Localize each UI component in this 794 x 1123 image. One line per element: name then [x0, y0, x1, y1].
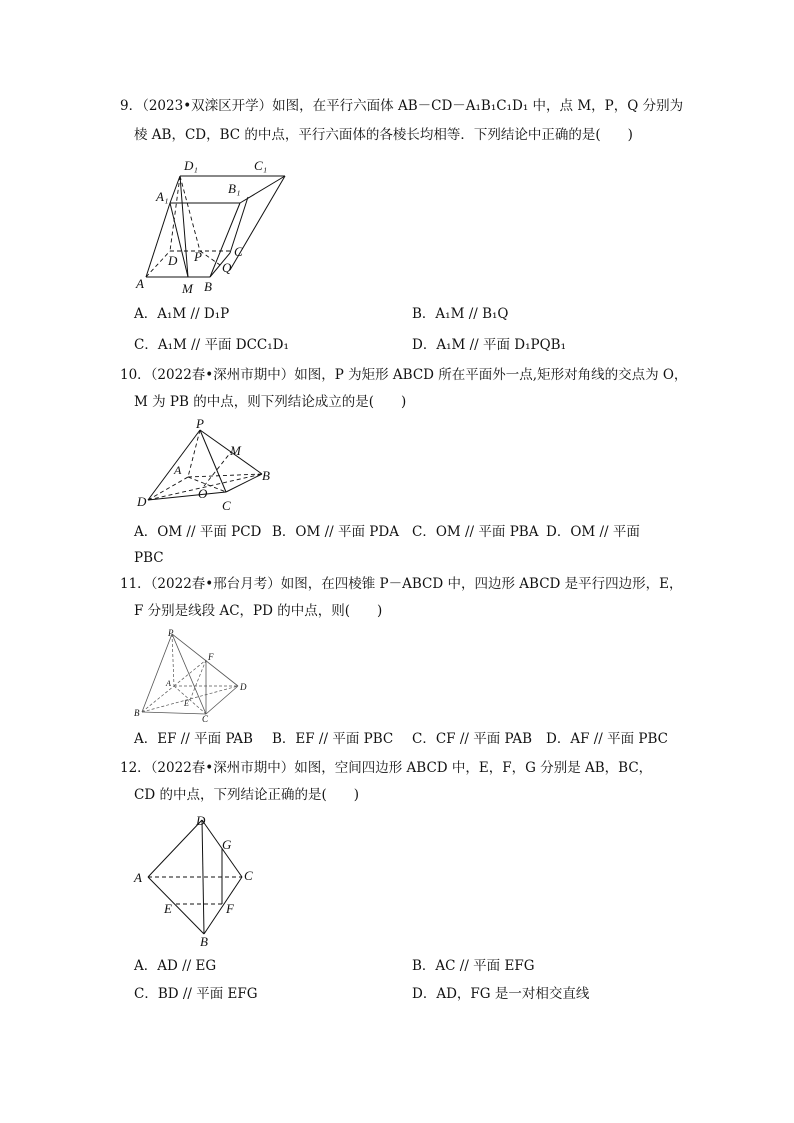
q11-label-e: E	[184, 699, 189, 708]
q10-stem-line2: M 为 PB 的中点，则下列结论成立的是( )	[134, 394, 407, 410]
q12-option-d[interactable]: D．AD，FG 是一对相交直线	[412, 986, 590, 1002]
q11-label-c: C	[202, 714, 209, 724]
q9-label-c: C	[234, 244, 243, 259]
q12-label-c: C	[244, 868, 253, 883]
q11-stem-line2: F 分别是线段 AC，PD 的中点，则( )	[134, 603, 383, 619]
q10-label-o: O	[198, 486, 208, 501]
q9-label-d: D	[168, 253, 178, 268]
q11-option-d[interactable]: D．AF // 平面 PBC	[546, 731, 668, 747]
q12-option-c[interactable]: C．BD // 平面 EFG	[134, 986, 258, 1002]
q10-pyramid-figure	[134, 416, 284, 517]
q12-label-g: G	[222, 837, 232, 852]
q9-label-m: M	[182, 281, 193, 296]
q10-label-a: A	[174, 463, 182, 477]
q12-stem-line2: CD 的中点，下列结论正确的是( )	[134, 787, 359, 803]
q9-parallelepiped-figure	[130, 155, 290, 295]
q9-label-b: B	[204, 279, 212, 294]
q9-option-d[interactable]: D．A₁M // 平面 D₁PQB₁	[412, 337, 566, 353]
q12-option-a[interactable]: A．AD // EG	[134, 958, 217, 974]
q9-label-c1: C₁	[254, 158, 268, 173]
q9-label-p: P	[194, 249, 202, 264]
q9-stem-line1: 9．（2023•双滦区开学）如图，在平行六面体 AB－CD－A₁B₁C₁D₁ 中，点 M，P，Q 分别为	[120, 98, 684, 114]
q9-option-a[interactable]: A．A₁M // D₁P	[134, 306, 230, 322]
q11-option-a[interactable]: A．EF // 平面 PAB	[134, 731, 253, 747]
q10-option-c[interactable]: C．OM // 平面 PBA	[412, 524, 539, 540]
q9-stem-line2: 棱 AB，CD，BC 的中点，平行六面体的各棱长均相等．下列结论中正确的是( )	[134, 127, 633, 143]
q11-label-f: F	[208, 652, 214, 662]
q9-label-a: A	[136, 276, 144, 291]
q9-label-d1: D₁	[184, 158, 198, 173]
q11-stem-line1: 11．（2022春•邢台月考）如图，在四棱锥 P－ABCD 中，四边形 ABCD 是平行四边形，E，	[120, 576, 683, 592]
q10-label-b: B	[262, 468, 270, 483]
q12-label-d: D	[196, 813, 206, 828]
q11-label-p: P	[168, 628, 174, 638]
q12-option-b[interactable]: B．AC // 平面 EFG	[412, 958, 535, 974]
q10-option-d-cont: PBC	[134, 550, 164, 566]
q10-option-a[interactable]: A．OM // 平面 PCD	[134, 524, 262, 540]
q10-label-c: C	[222, 498, 231, 513]
q10-stem-line1: 10．（2022春•深州市期中）如图，P 为矩形 ABCD 所在平面外一点,矩形对角线的交点为 O，	[120, 367, 688, 383]
q11-label-a: A	[166, 679, 171, 688]
q11-option-b[interactable]: B．EF // 平面 PBC	[272, 731, 394, 747]
q10-label-d: D	[137, 494, 147, 509]
q9-label-b1: B₁	[228, 181, 241, 196]
q10-label-p: P	[196, 416, 204, 431]
q11-option-c[interactable]: C．CF // 平面 PAB	[412, 731, 533, 747]
q9-label-q: Q	[222, 260, 232, 275]
q11-label-d: D	[240, 682, 247, 692]
q12-stem-line1: 12．（2022春•深州市期中）如图，空间四边形 ABCD 中，E，F，G 分别是 AB，BC，	[120, 760, 653, 776]
q12-tetrahedron-figure	[130, 812, 270, 950]
q11-label-b: B	[134, 708, 140, 718]
q9-option-b[interactable]: B．A₁M // B₁Q	[412, 306, 509, 322]
q9-label-a1: A₁	[156, 189, 169, 204]
q10-option-b[interactable]: B．OM // 平面 PDA	[272, 524, 399, 540]
q12-label-b: B	[200, 934, 208, 949]
q9-option-c[interactable]: C．A₁M // 平面 DCC₁D₁	[134, 337, 289, 353]
q12-label-a: A	[134, 870, 142, 885]
q12-label-e: E	[164, 901, 172, 916]
q11-pyramid-figure	[134, 628, 254, 723]
q12-label-f: F	[226, 901, 234, 916]
q10-label-m: M	[230, 443, 241, 458]
q10-option-d[interactable]: D．OM // 平面	[546, 524, 640, 540]
